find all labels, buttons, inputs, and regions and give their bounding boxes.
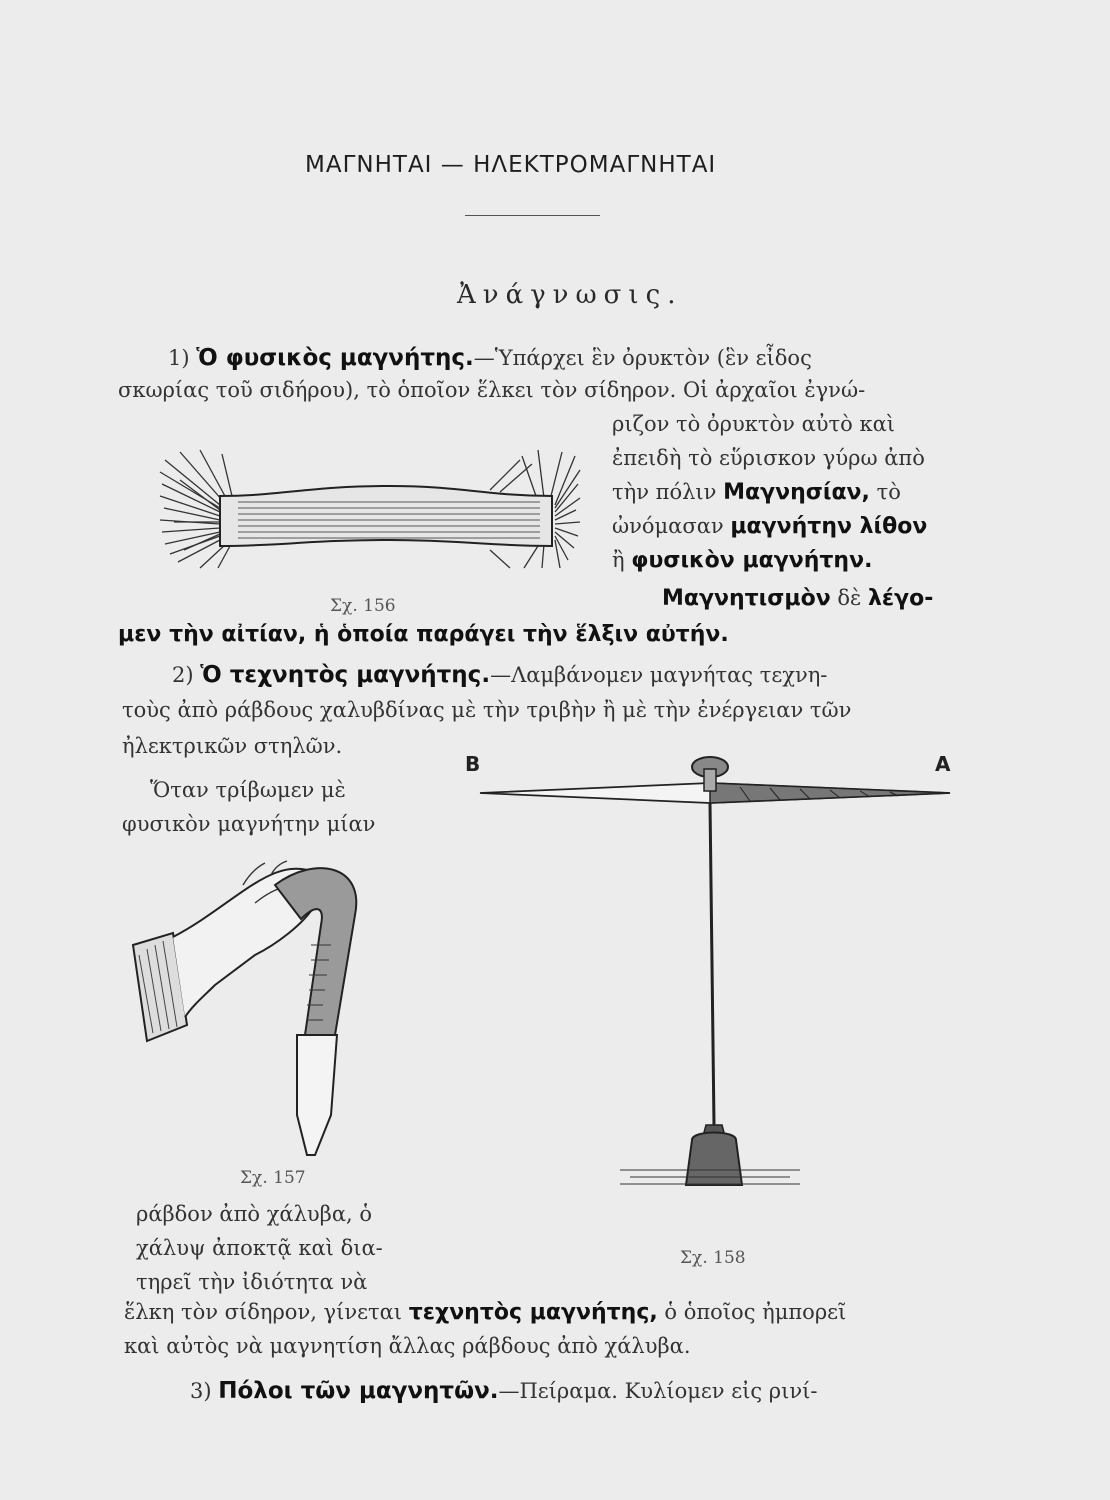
para2-line5: φυσικὸν μαγνήτην μίαν <box>122 812 376 836</box>
para1-text: —Ὑπάρχει ἓν ὀρυκτὸν (ἓν εἶδος <box>473 346 812 370</box>
fig156-bar-magnet <box>160 450 580 570</box>
para1-l6a: ὠνόμασαν <box>612 514 724 538</box>
fig158-label-a: Α <box>935 752 951 776</box>
para3-number: 3) <box>190 1379 212 1403</box>
chapter-title: ΜΑΓΝΗΤΑΙ — ΗΛΕΚΤΡΟΜΑΓΝΗΤΑΙ <box>305 152 717 178</box>
para2-l9b: τεχνητὸς μαγνήτης, <box>408 1300 658 1325</box>
section-heading: Ἀνάγνωσις. <box>457 280 683 310</box>
para1-line1 <box>168 345 812 371</box>
title-divider <box>465 215 600 216</box>
para1-number: 1) <box>168 346 190 370</box>
para1-l8b: δὲ <box>837 586 862 610</box>
para1-line3: ριζον τὸ ὀρυκτὸν αὐτὸ καὶ <box>612 412 895 436</box>
para2-l9a: ἕλκη τὸν σίδηρον, γίνεται <box>124 1300 403 1324</box>
fig156-caption: Σχ. 156 <box>330 596 396 616</box>
para1-line9: μεν τὴν αἰτίαν, ἡ ὁποία παράγει τὴν ἕλξιν αὐτήν. <box>118 622 729 647</box>
fig156-bar <box>220 486 552 546</box>
para1-line4: ἐπειδὴ τὸ εὕρισκον γύρω ἀπὸ <box>612 446 925 470</box>
para2-line7: χάλυψ ἀποκτᾷ καὶ δια- <box>136 1236 383 1260</box>
para1-term: Ὁ φυσικὸς μαγνήτης. <box>196 345 474 371</box>
para1-l8a: Μαγνητισμὸν <box>662 586 831 611</box>
fig158-needle-a <box>710 783 950 803</box>
fig158-stem <box>710 803 714 1125</box>
para3-text: —Πείραμα. Κυλίομεν εἰς ρινί- <box>498 1379 818 1403</box>
para2-l9c: ὁ ὁποῖος ἠμπορεῖ <box>664 1300 847 1324</box>
para1-l5c: τὸ <box>876 480 901 504</box>
para2-line8: τηρεῖ τὴν ἰδιότητα νὰ <box>136 1270 368 1294</box>
para2-line9 <box>124 1300 846 1325</box>
fig158-caption: Σχ. 158 <box>680 1248 746 1268</box>
fig157-magnet <box>275 868 356 1035</box>
para3-line1 <box>190 1378 817 1404</box>
fig158-label-b: Β <box>465 752 481 776</box>
para2-number: 2) <box>172 663 194 687</box>
para2-line2: τοὺς ἀπὸ ράβδους χαλυβδίνας μὲ τὴν τριβὴν ἢ μὲ τὴν ἐνέργειαν τῶν <box>122 698 852 722</box>
para1-l5b: Μαγνησίαν, <box>723 480 870 505</box>
fig158-pivot <box>704 769 716 791</box>
fig157-steel-rod <box>297 1035 337 1155</box>
para1-line8 <box>662 586 933 611</box>
para1-line5 <box>612 480 901 505</box>
para2-text: —Λαμβάνομεν μαγνήτας τεχνη- <box>490 663 828 687</box>
para2-line3: ἠλεκτρικῶν στηλῶν. <box>122 734 343 758</box>
para2-line1 <box>172 662 827 688</box>
para1-l8c: λέγο- <box>867 586 934 611</box>
para2-line6: ράβδον ἀπὸ χάλυβα, ὁ <box>136 1202 372 1226</box>
para1-l5a: τὴν πόλιν <box>612 480 717 504</box>
para1-l6b: μαγνήτην λίθον <box>730 514 928 539</box>
fig157-hand-magnet <box>125 845 425 1165</box>
para1-l7b: φυσικὸν μαγνήτην. <box>631 548 873 573</box>
para1-line6 <box>612 514 927 539</box>
fig158-compass-stand <box>470 745 960 1185</box>
para3-term: Πόλοι τῶν μαγνητῶν. <box>218 1378 499 1404</box>
fig157-caption: Σχ. 157 <box>240 1168 306 1188</box>
para2-line4: Ὅταν τρίβωμεν μὲ <box>150 778 346 802</box>
para2-line10: καὶ αὐτὸς νὰ μαγνητίση ἄλλας ράβδους ἀπὸ χάλυβα. <box>124 1334 691 1358</box>
para1-line2: σκωρίας τοῦ σιδήρου), τὸ ὁποῖον ἕλκει τὸν σίδηρον. Οἱ ἀρχαῖοι ἐγνώ- <box>118 378 866 402</box>
para1-l7a: ἢ <box>612 548 625 572</box>
para1-line7 <box>612 548 872 573</box>
para2-term: Ὁ τεχνητὸς μαγνήτης. <box>200 662 491 688</box>
